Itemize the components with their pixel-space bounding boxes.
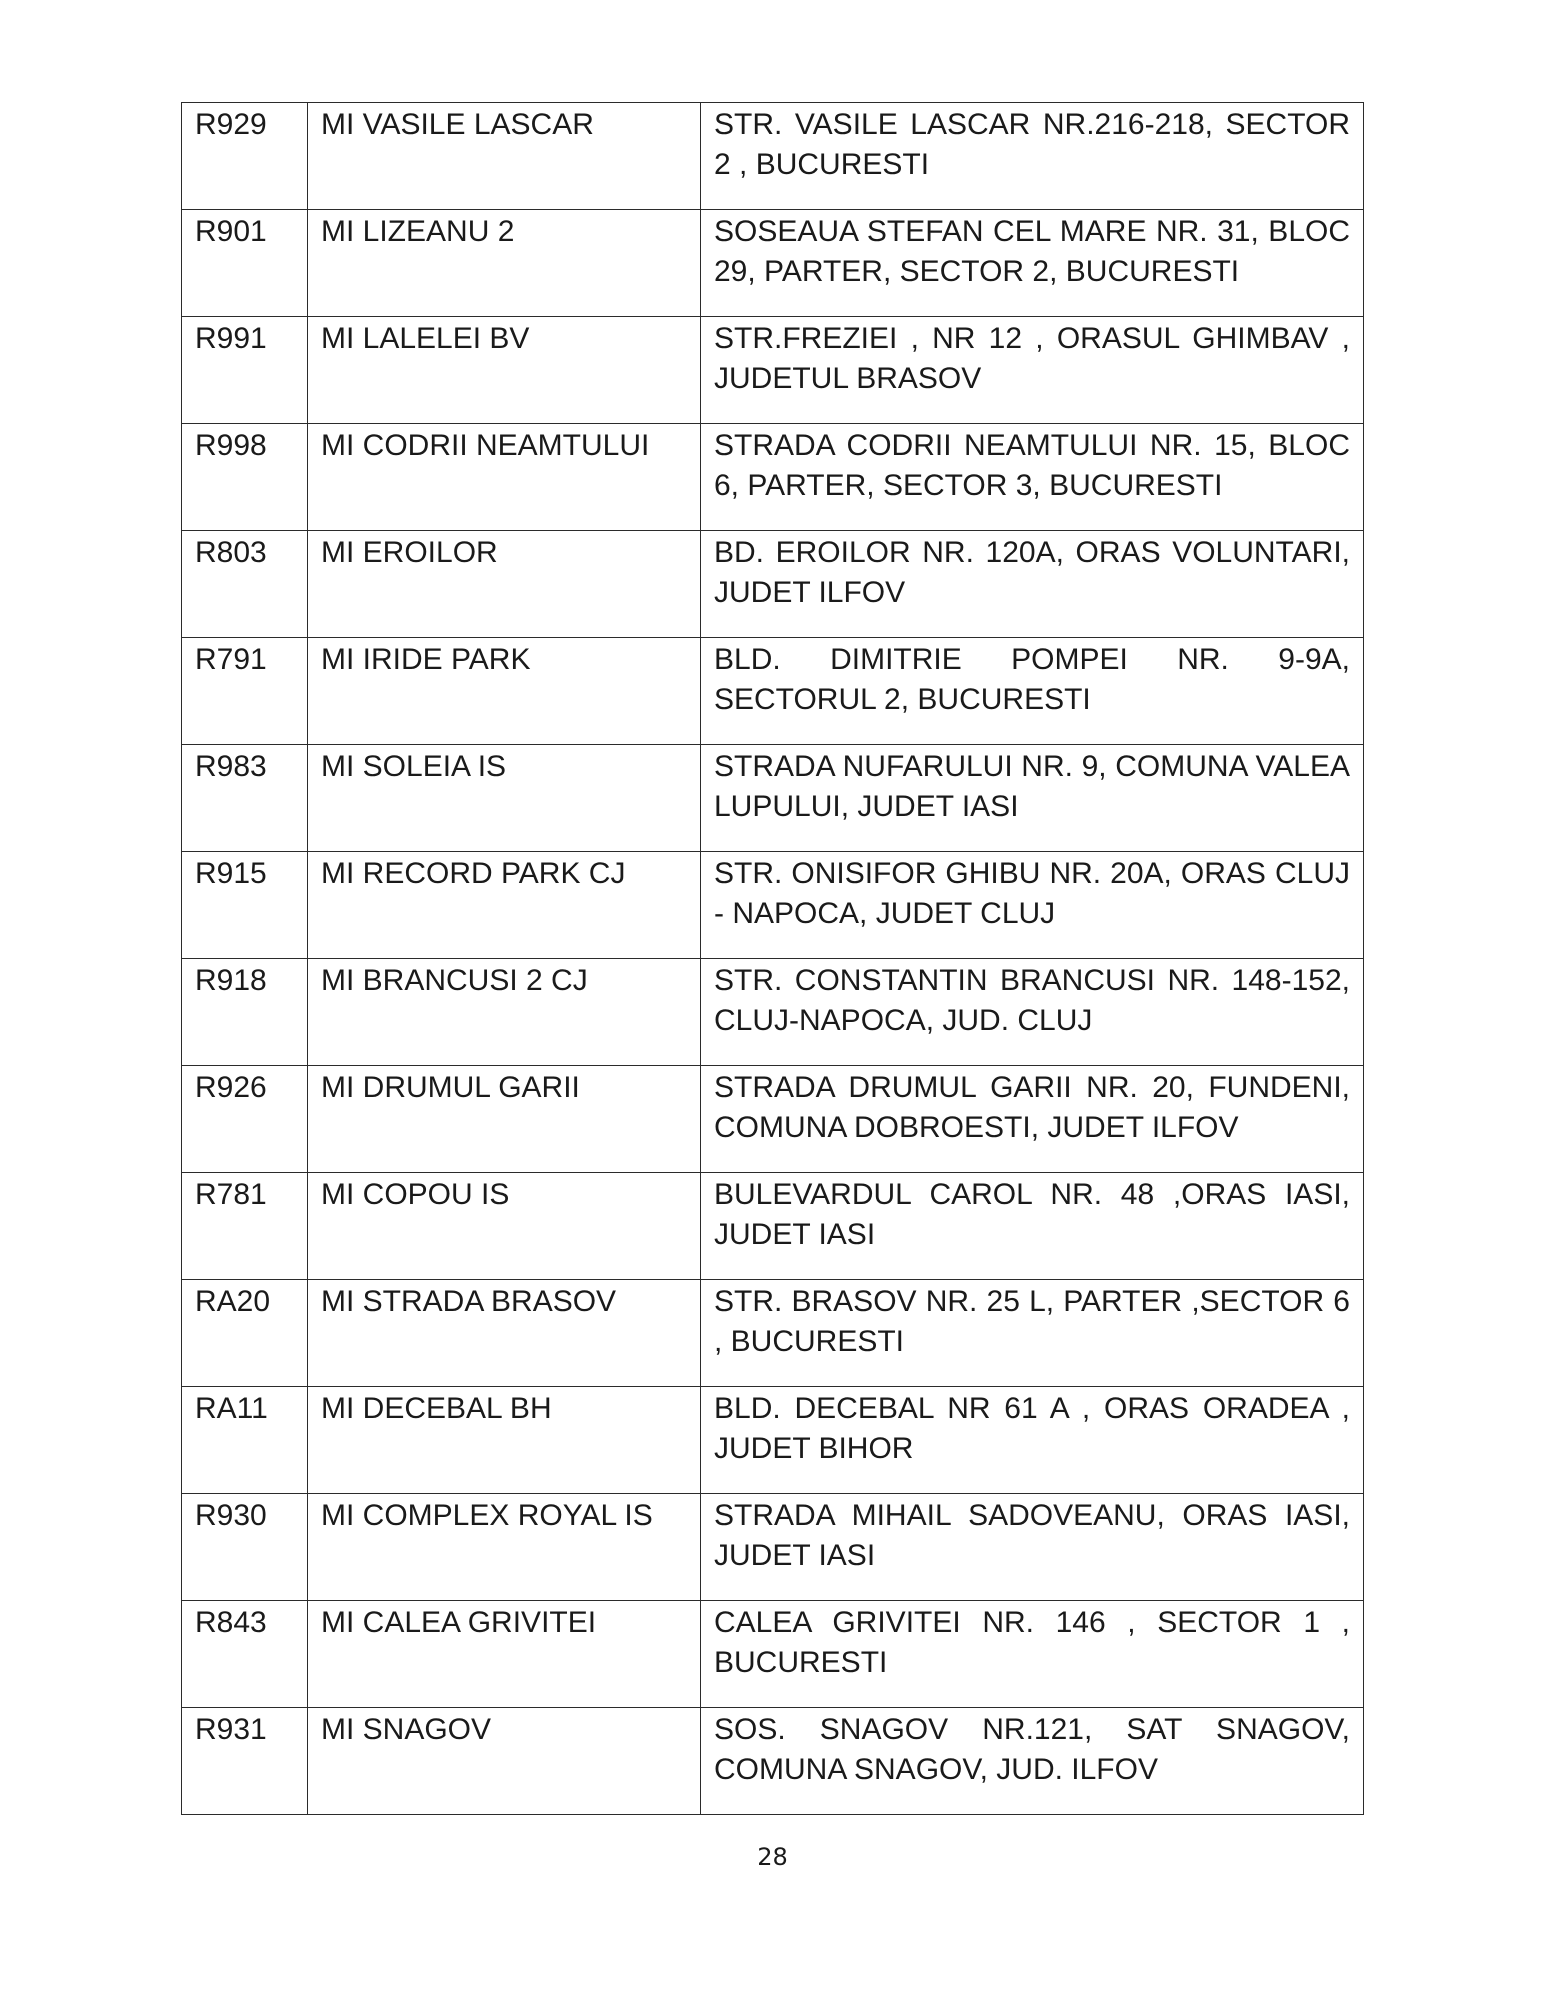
store-code: R930 [182,1494,308,1601]
store-name: MI LALELEI BV [308,317,701,424]
store-address: BLD. DECEBAL NR 61 A , ORAS ORADEA , JUDET BIHOR [701,1387,1364,1494]
table-row [182,1280,1364,1387]
store-code: R901 [182,210,308,317]
table-row [182,317,1364,424]
store-address: STR. ONISIFOR GHIBU NR. 20A, ORAS CLUJ - NAPOCA, JUDET CLUJ [701,852,1364,959]
table-row [182,531,1364,638]
store-name: MI CALEA GRIVITEI [308,1601,701,1708]
store-code: R781 [182,1173,308,1280]
store-address: STRADA NUFARULUI NR. 9, COMUNA VALEA LUPULUI, JUDET IASI [701,745,1364,852]
table-row [182,959,1364,1066]
table-row [182,1173,1364,1280]
store-name: MI EROILOR [308,531,701,638]
table-row [182,1066,1364,1173]
store-address: BULEVARDUL CAROL NR. 48 ,ORAS IASI, JUDET IASI [701,1173,1364,1280]
store-code: R926 [182,1066,308,1173]
store-name: MI IRIDE PARK [308,638,701,745]
store-address: STRADA CODRII NEAMTULUI NR. 15, BLOC 6, PARTER, SECTOR 3, BUCURESTI [701,424,1364,531]
store-address: SOS. SNAGOV NR.121, SAT SNAGOV, COMUNA SNAGOV, JUD. ILFOV [701,1708,1364,1815]
table-row [182,638,1364,745]
store-name: MI COMPLEX ROYAL IS [308,1494,701,1601]
store-address: BLD. DIMITRIE POMPEI NR. 9-9A, SECTORUL 2, BUCURESTI [701,638,1364,745]
store-code: R918 [182,959,308,1066]
store-name: MI COPOU IS [308,1173,701,1280]
store-name: MI DECEBAL BH [308,1387,701,1494]
table-row [182,210,1364,317]
store-code: R803 [182,531,308,638]
store-name: MI CODRII NEAMTULUI [308,424,701,531]
store-name: MI VASILE LASCAR [308,103,701,210]
table-row [182,1708,1364,1815]
table-row [182,1601,1364,1708]
store-code: R915 [182,852,308,959]
store-name: MI RECORD PARK CJ [308,852,701,959]
table-row [182,1494,1364,1601]
store-address: STRADA DRUMUL GARII NR. 20, FUNDENI, COMUNA DOBROESTI, JUDET ILFOV [701,1066,1364,1173]
store-code: R791 [182,638,308,745]
page-number: 28 [757,1843,788,1871]
store-code: RA20 [182,1280,308,1387]
locations-table-body [182,103,1364,1815]
table-row [182,745,1364,852]
store-name: MI SNAGOV [308,1708,701,1815]
table-row [182,424,1364,531]
store-code: R983 [182,745,308,852]
table-row [182,1387,1364,1494]
locations-table [181,102,1364,1815]
table-row [182,852,1364,959]
store-code: RA11 [182,1387,308,1494]
store-address: STR. BRASOV NR. 25 L, PARTER ,SECTOR 6 , BUCURESTI [701,1280,1364,1387]
store-code: R991 [182,317,308,424]
store-address: STR.FREZIEI , NR 12 , ORASUL GHIMBAV , JUDETUL BRASOV [701,317,1364,424]
store-code: R998 [182,424,308,531]
store-name: MI BRANCUSI 2 CJ [308,959,701,1066]
store-name: MI DRUMUL GARII [308,1066,701,1173]
store-name: MI LIZEANU 2 [308,210,701,317]
store-address: BD. EROILOR NR. 120A, ORAS VOLUNTARI, JUDET ILFOV [701,531,1364,638]
store-code: R843 [182,1601,308,1708]
table-row [182,103,1364,210]
store-name: MI SOLEIA IS [308,745,701,852]
store-code: R929 [182,103,308,210]
store-name: MI STRADA BRASOV [308,1280,701,1387]
store-code: R931 [182,1708,308,1815]
store-address: SOSEAUA STEFAN CEL MARE NR. 31, BLOC 29, PARTER, SECTOR 2, BUCURESTI [701,210,1364,317]
store-address: STRADA MIHAIL SADOVEANU, ORAS IASI, JUDET IASI [701,1494,1364,1601]
store-address: CALEA GRIVITEI NR. 146 , SECTOR 1 , BUCURESTI [701,1601,1364,1708]
store-address: STR. VASILE LASCAR NR.216-218, SECTOR 2 , BUCURESTI [701,103,1364,210]
store-address: STR. CONSTANTIN BRANCUSI NR. 148-152, CLUJ-NAPOCA, JUD. CLUJ [701,959,1364,1066]
